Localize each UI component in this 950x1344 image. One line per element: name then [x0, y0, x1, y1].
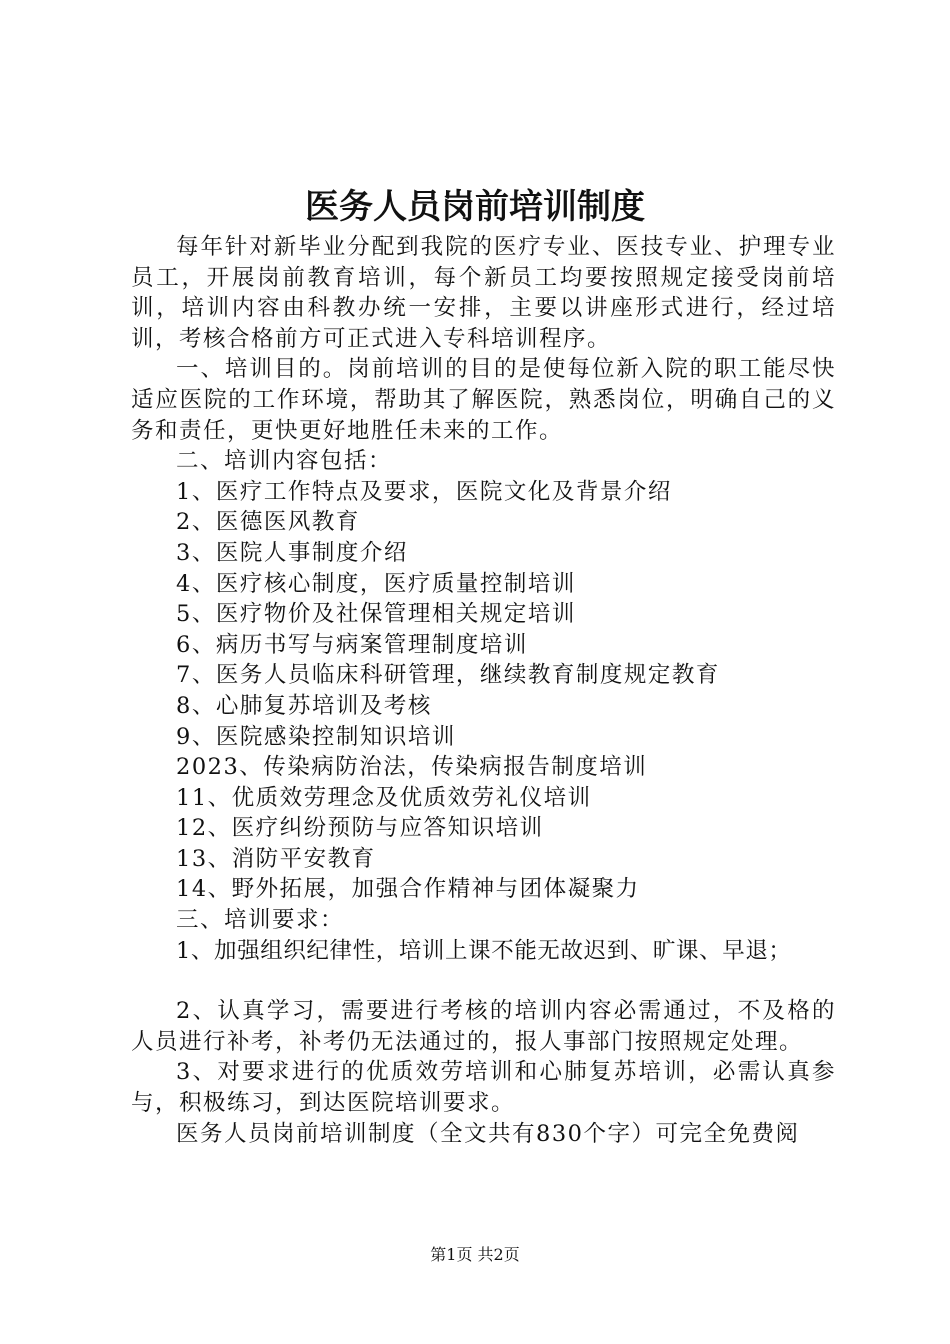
content-item: 13、消防平安教育: [176, 845, 376, 872]
content-item: 14、野外拓展，加强合作精神与团体凝聚力: [176, 876, 640, 903]
content-item: 11、优质效劳理念及优质效劳礼仪培训: [176, 784, 592, 811]
content-item: 5、医疗物价及社保管理相关规定培训: [176, 601, 576, 628]
requirement-item-1: 1、加强组织纪律性，培训上课不能无故迟到、旷课、早退；: [176, 937, 792, 964]
content-item: 3、医院人事制度介绍: [176, 539, 408, 566]
intro-paragraph: 每年针对新毕业分配到我院的医疗专业、医技专业、护理专业员工，开展岗前教育培训，每个新员工均要按照规定接受岗前培训，培训内容由科教办统一安排，主要以讲座形式进行，经过培训，考核合格前方可正式进入专科培训程序。: [131, 234, 836, 352]
content-item: 4、医疗核心制度，医疗质量控制培训: [176, 570, 576, 597]
section-requirements-heading: 三、培训要求：: [176, 907, 345, 934]
document-body: [131, 232, 836, 1149]
blank-line: [131, 966, 836, 996]
content-item: 1、医疗工作特点及要求，医院文化及背景介绍: [176, 478, 672, 505]
requirement-item-3: 3、对要求进行的优质效劳培训和心肺复苏培训，必需认真参与，积极练习，到达医院培训要求。: [131, 1059, 836, 1117]
content-item: 6、病历书写与病案管理制度培训: [176, 631, 528, 658]
closing-note: 医务人员岗前培训制度（全文共有830个字）可完全免费阅: [176, 1120, 800, 1147]
section-purpose-paragraph: 一、培训目的。岗前培训的目的是使每位新入院的职工能尽快适应医院的工作环境，帮助其了解医院，熟悉岗位，明确自己的义务和责任，更快更好地胜任未来的工作。: [131, 356, 836, 444]
requirement-item-2: 2、认真学习，需要进行考核的培训内容必需通过，不及格的人员进行补考，补考仍无法通过的，报人事部门按照规定处理。: [131, 998, 836, 1055]
content-item: 9、医院感染控制知识培训: [176, 723, 456, 750]
section-contents-heading: 二、培训内容包括：: [176, 448, 393, 475]
content-item: 2023、传染病防治法，传染病报告制度培训: [176, 754, 648, 781]
content-item: 7、医务人员临床科研管理，继续教育制度规定教育: [176, 662, 720, 689]
content-item: 2、医德医风教育: [176, 509, 360, 536]
content-item: 8、心肺复苏培训及考核: [176, 692, 432, 719]
document-title: 医务人员岗前培训制度: [305, 187, 645, 227]
content-item: 12、医疗纠纷预防与应答知识培训: [176, 815, 544, 842]
page-footer: 第1页 共2页: [430, 1245, 520, 1264]
